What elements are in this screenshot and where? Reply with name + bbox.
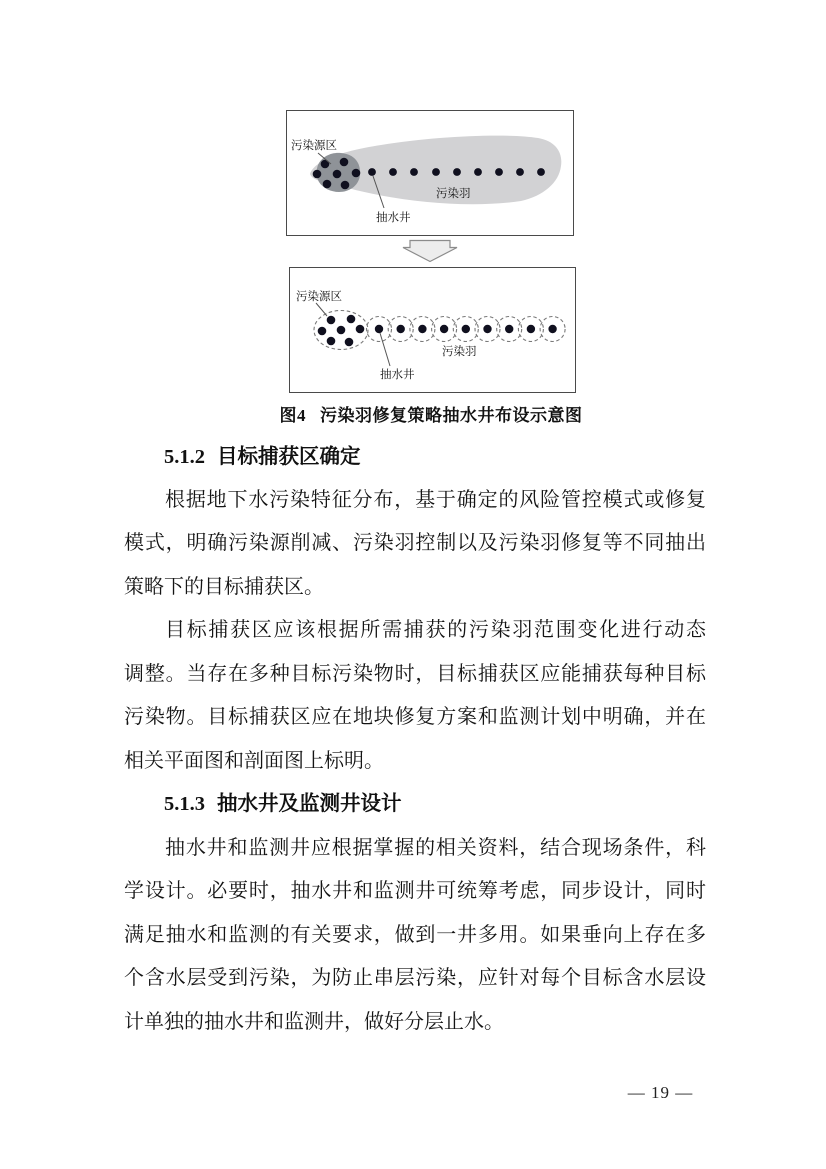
body-line: 计单独的抽水井和监测井，做好分层止水。 (124, 1011, 504, 1033)
well-label: 抽水井 (376, 212, 411, 224)
body-line: 调整。当存在多种目标污染物时，目标捕获区应能捕获每种目标 (124, 663, 706, 685)
body-line: 策略下的目标捕获区。 (124, 576, 324, 598)
source-zone-label: 污染源区 (291, 140, 337, 152)
body-line: 相关平面图和剖面图上标明。 (124, 750, 384, 772)
section-number: 5.1.2 (164, 446, 205, 468)
figure-caption (236, 402, 626, 430)
plume-label: 污染羽 (442, 346, 477, 358)
body-line: 目标捕获区应该根据所需捕获的污染羽范围变化进行动态 (165, 619, 706, 641)
well-row (368, 168, 545, 176)
section-heading-513 (164, 782, 724, 826)
well-label: 抽水井 (380, 369, 415, 381)
body-line: 抽水井和监测井应根据掌握的相关资料，结合现场条件，科 (165, 837, 706, 859)
page-number: — 19 — (627, 1083, 694, 1102)
source-zone-label: 污染源区 (296, 291, 342, 303)
section-heading-512 (164, 435, 724, 479)
figure-caption-number: 图4 (279, 406, 306, 425)
section-title: 抽水井及监测井设计 (217, 793, 402, 815)
figure-top-diagram (286, 110, 574, 236)
down-arrow-shape (403, 241, 457, 262)
body-line: 满足抽水和监测的有关要求，做到一井多用。如果垂向上存在多 (124, 924, 706, 946)
well-row (375, 325, 557, 333)
body-line: 污染物。目标捕获区应在地块修复方案和监测计划中明确，并在 (124, 706, 706, 728)
figure-bottom-diagram (289, 267, 576, 393)
body-line: 模式，明确污染源削减、污染羽控制以及污染羽修复等不同抽出 (124, 532, 706, 554)
body-line: 根据地下水污染特征分布，基于确定的风险管控模式或修复 (165, 489, 706, 511)
figure-caption-title: 污染羽修复策略抽水井布设示意图 (320, 406, 583, 425)
body-line: 个含水层受到污染，为防止串层污染，应针对每个目标含水层设 (124, 967, 706, 989)
plume-label: 污染羽 (436, 188, 471, 200)
section-number: 5.1.3 (164, 793, 205, 815)
down-arrow-icon (401, 239, 459, 263)
section-title: 目标捕获区确定 (217, 446, 361, 468)
body-line: 学设计。必要时，抽水井和监测井可统筹考虑，同步设计，同时 (124, 880, 706, 902)
